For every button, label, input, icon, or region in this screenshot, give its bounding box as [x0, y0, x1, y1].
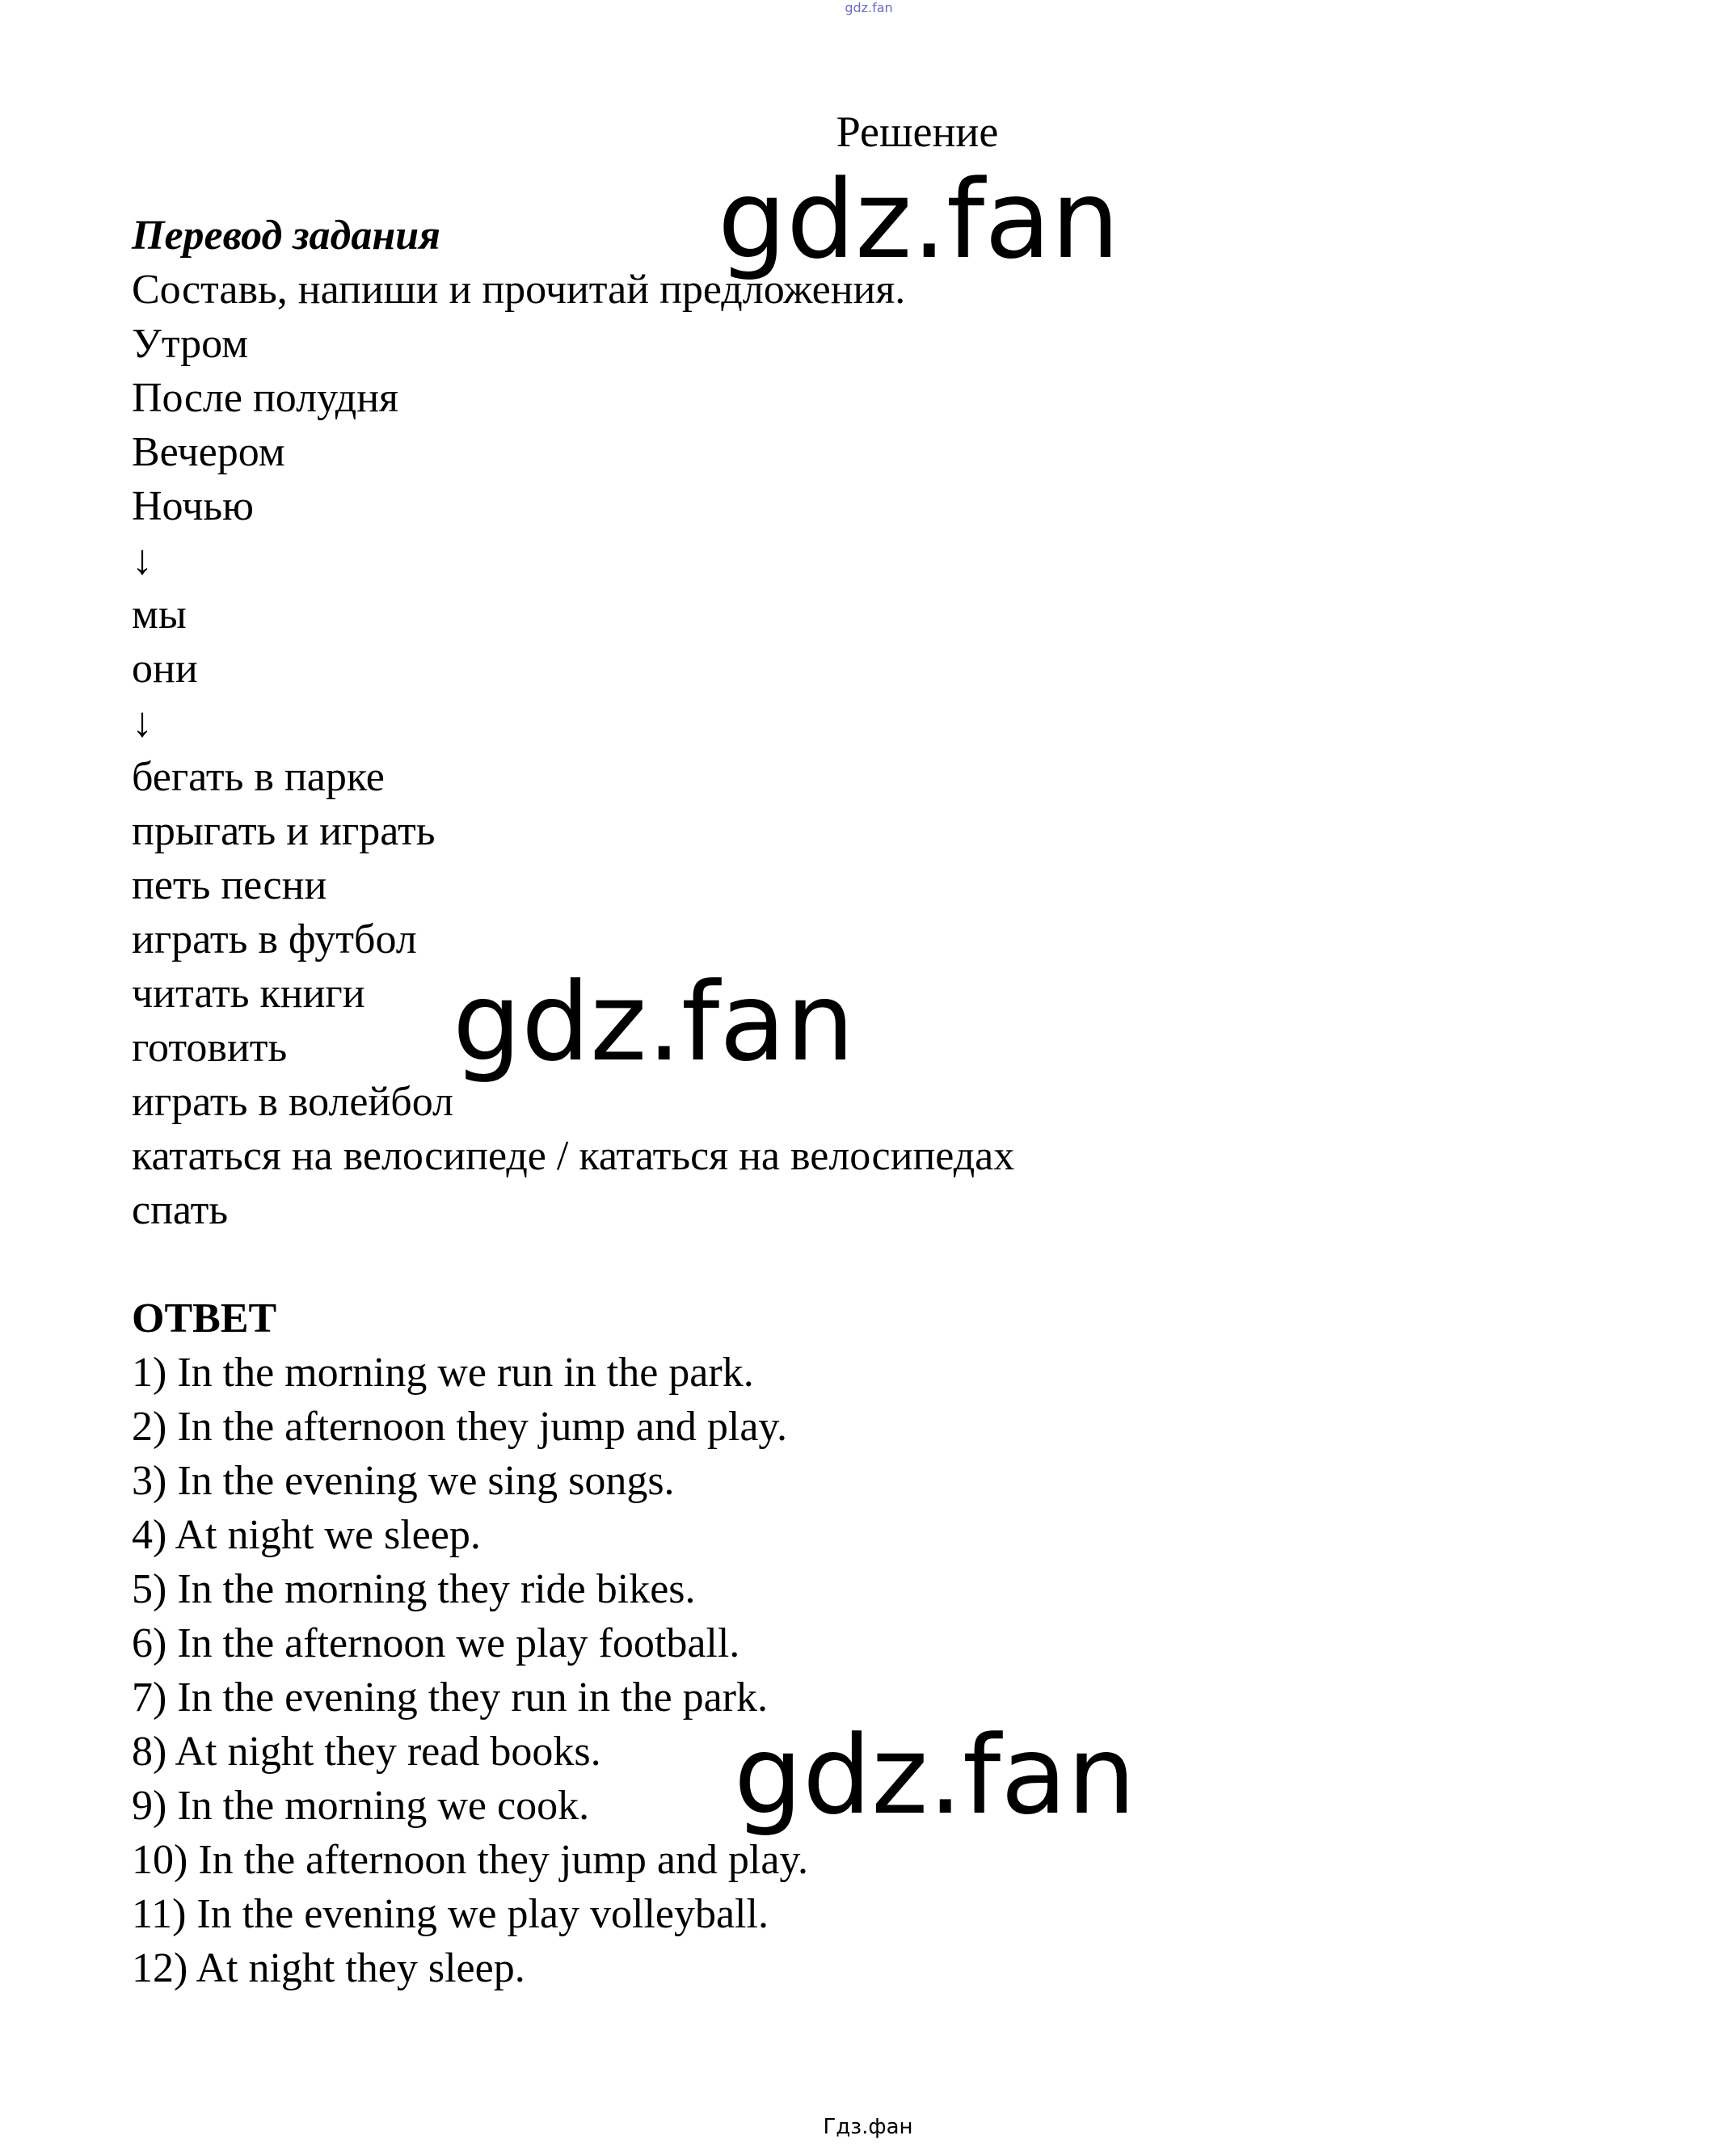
page-heading: Решение: [836, 107, 999, 156]
answer-item: 4) At night we sleep.: [132, 1512, 481, 1558]
answer-item: 1) In the morning we run in the park.: [132, 1350, 754, 1396]
answer-item: 12) At night they sleep.: [132, 1945, 525, 1991]
activity-item: кататься на велосипеде / кататься на велосипедах: [132, 1133, 1015, 1179]
translation-instruction: Составь, напиши и прочитай предложения.: [132, 267, 906, 313]
answer-item: 8) At night they read books.: [132, 1729, 601, 1775]
activity-item: петь песни: [132, 862, 327, 908]
subject-item: они: [132, 646, 198, 692]
activity-item: читать книги: [132, 971, 365, 1017]
activity-item: прыгать и играть: [132, 808, 436, 854]
answer-item: 2) In the afternoon they jump and play.: [132, 1404, 788, 1450]
subject-item: мы: [132, 592, 187, 638]
watermark: gdz.fan: [453, 959, 855, 1085]
header-watermark: gdz.fan: [845, 0, 893, 15]
answer-title: ОТВЕТ: [132, 1295, 277, 1342]
down-arrow-icon: ↓: [132, 700, 153, 746]
translation-title: Перевод задания: [132, 213, 440, 259]
time-item: После полудня: [132, 375, 398, 421]
section-gap: [132, 1237, 1506, 1291]
activity-item: готовить: [132, 1025, 288, 1071]
answer-item: 3) In the evening we sing songs.: [132, 1458, 675, 1504]
time-item: Вечером: [132, 429, 285, 475]
answer-item: 7) In the evening they run in the park.: [132, 1674, 768, 1721]
answer-item: 9) In the morning we cook.: [132, 1783, 590, 1829]
answer-item: 5) In the morning they ride bikes.: [132, 1566, 696, 1612]
answer-item: 11) In the evening we play volleyball.: [132, 1891, 769, 1937]
time-item: Утром: [132, 321, 249, 367]
activity-item: играть в волейбол: [132, 1079, 453, 1125]
activity-item: спать: [132, 1187, 229, 1233]
time-item: Ночью: [132, 483, 254, 529]
down-arrow-icon: ↓: [132, 537, 153, 583]
activity-item: играть в футбол: [132, 916, 417, 962]
activity-item: бегать в парке: [132, 754, 385, 800]
watermark: gdz.fan: [734, 1712, 1136, 1839]
answer-item: 6) In the afternoon we play football.: [132, 1620, 740, 1666]
answer-item: 10) In the afternoon they jump and play.: [132, 1837, 809, 1883]
page-footer: Гдз.фан: [823, 2115, 913, 2139]
watermark: gdz.fan: [718, 157, 1120, 283]
